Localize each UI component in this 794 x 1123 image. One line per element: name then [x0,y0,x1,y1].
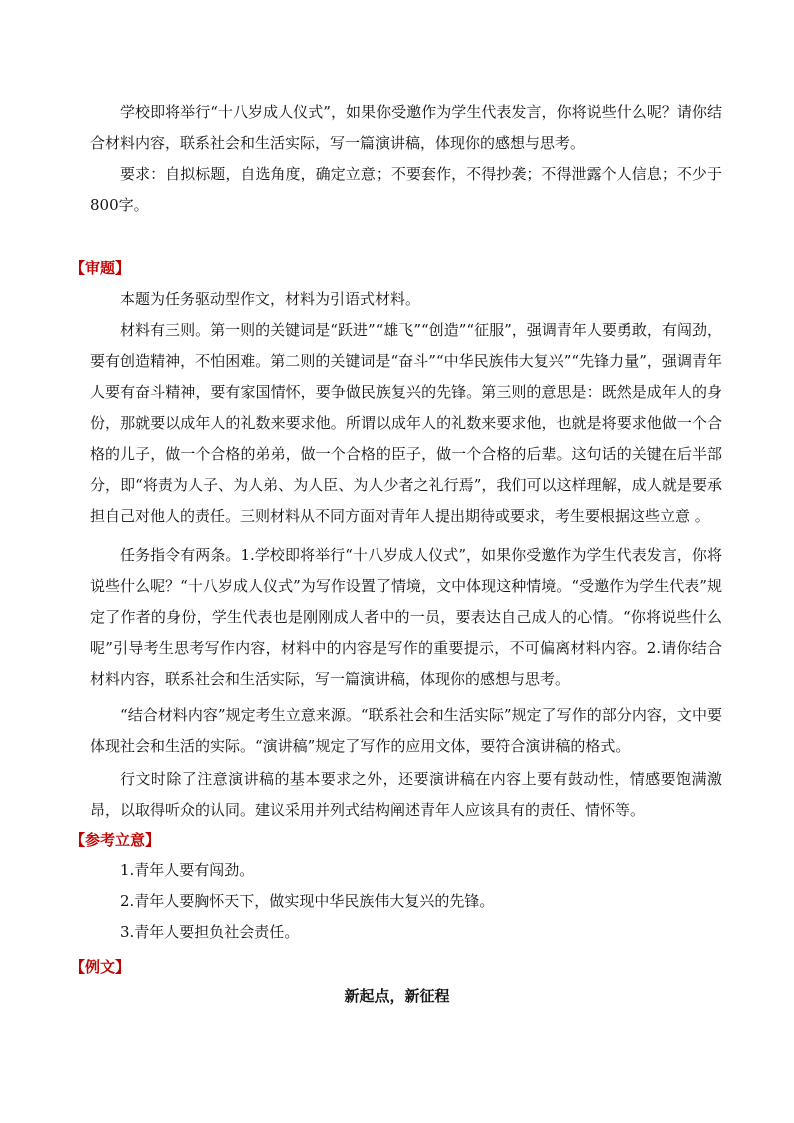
analysis-paragraph-5: 行文时除了注意演讲稿的基本要求之外，还要演讲稿在内容上要有鼓动性，情感要饱满激昂，以取得听众的认同。建议采用并列式结构阐述青年人应该具有的责任、情怀等。 [90,770,722,819]
analysis-paragraph-4: “结合材料内容”规定考生立意来源。“联系社会和生活实际”规定了写作的部分内容，文中要体现社会和生活的实际。“演讲稿”规定了写作的应用文体，要符合演讲稿的格式。 [90,706,722,755]
analysis-paragraph-1: 本题为任务驱动型作文，材料为引语式材料。 [120,290,421,308]
analysis-paragraph-2: 材料有三则。第一则的关键词是“跃进”“雄飞”“创造”“征服”，强调青年人要勇敢，有闯劲，要有创造精神，不怕困难。第二则的关键词是“奋斗”“中华民族伟大复兴”“先锋力量”，强调青年人要有奋斗精神，要有家国情怀，要争做民族复兴的先锋。第三则的意思是：既然是成年人的身份，那就要以成年人的礼数来要求他。所谓以成年人的礼数来要求他，也就是将要求他做一个合格的儿子，做一个合格的弟弟，做一个合格的臣子，做一个合格的后辈。这句话的关键在后半部分，即“将责为人子、为人弟、为人臣、为人少者之礼行焉”，我们可以这样理解，成人就是要承担自己对他人的责任。三则材料从不同方面对青年人提出期待或要求，考生要根据这些立意 。 [90,321,722,525]
analysis-label: 【审题】 [70,259,131,277]
task-prompt: 学校即将举行“十八岁成人仪式”，如果你受邀作为学生代表发言，你将说些什么呢？请你结合材料内容，联系社会和生活实际，写一篇演讲稿，体现你的感想与思考。 [90,103,722,152]
reference-item-3: 3.青年人要担负社会责任。 [120,923,300,941]
sample-label: 【例文】 [70,958,131,976]
reference-item-2: 2.青年人要胸怀天下，做实现中华民族伟大复兴的先锋。 [120,892,495,910]
sample-title: 新起点，新征程 [344,987,450,1005]
analysis-paragraph-3: 任务指令有两条。1.学校即将举行“十八岁成人仪式”，如果你受邀作为学生代表发言，你将说些什么呢？“十八岁成人仪式”为写作设置了情境，文中体现这种情境。“受邀作为学生代表”规定了作者的身份，学生代表也是刚刚成人者中的一员，要表达自己成人的心情。“你将说些什么呢”引导考生思考写作内容，材料中的内容是写作的重要提示，不可偏离材料内容。2.请你结合材料内容，联系社会和生活实际，写一篇演讲稿，体现你的感想与思考。 [90,546,722,688]
reference-label: 【参考立意】 [70,831,161,849]
task-requirement: 要求：自拟标题，自选角度，确定立意；不要套作，不得抄袭；不得泄露个人信息；不少于800字。 [90,165,722,214]
reference-item-1: 1.青年人要有闯劲。 [120,861,255,879]
